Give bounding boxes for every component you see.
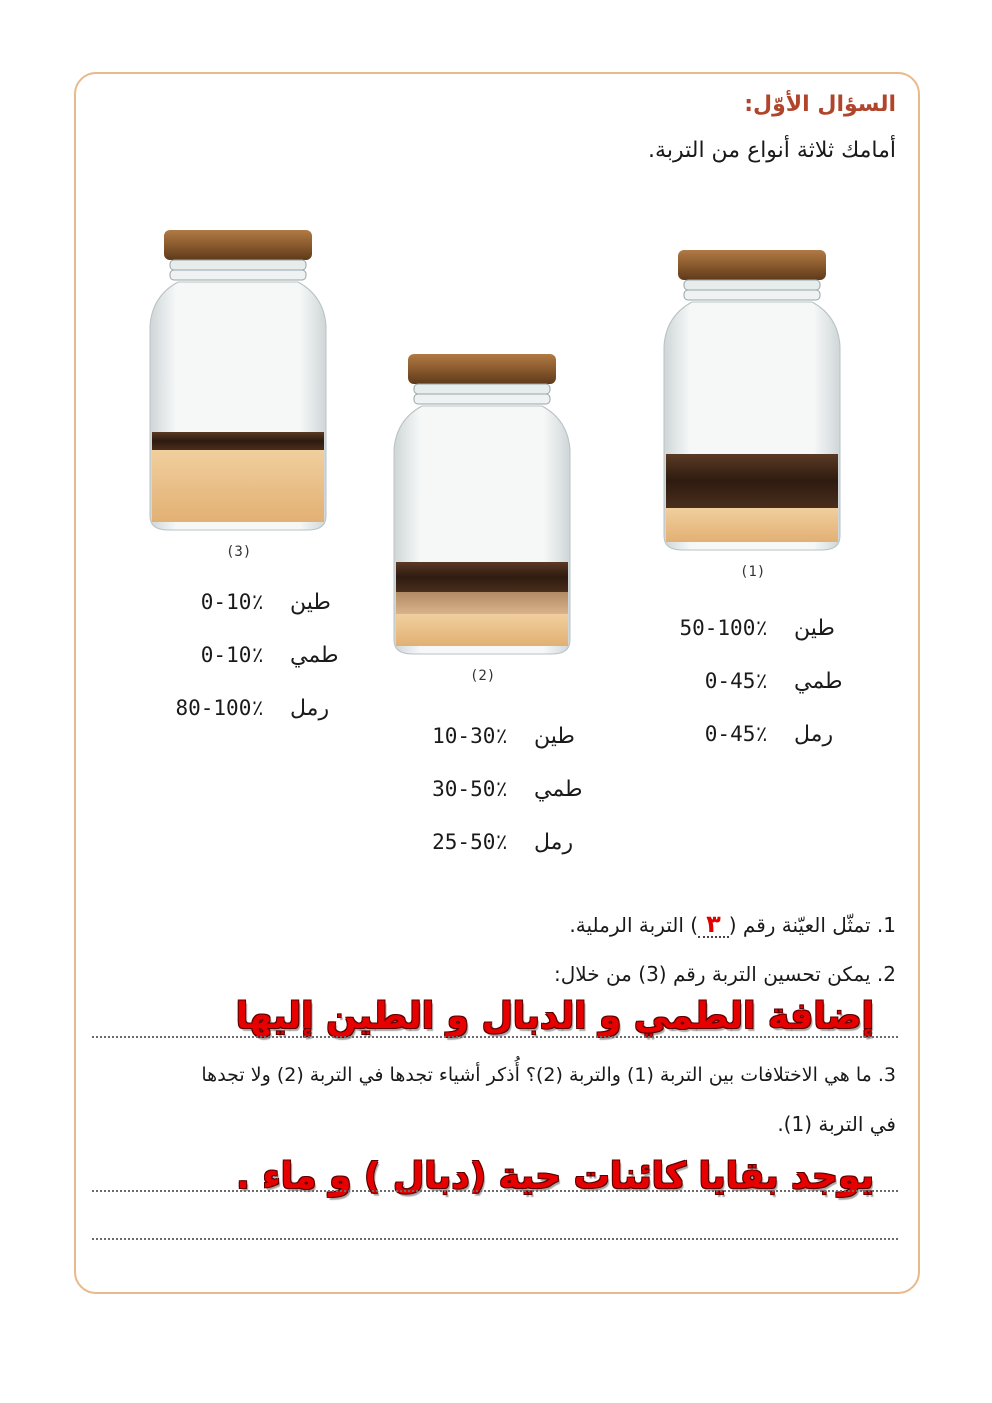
question-2-answer[interactable]: إضافة الطمي و الدبال و الطين إليها	[235, 996, 874, 1037]
silt-label: طمي	[290, 643, 339, 668]
clay-range: 10-30٪	[432, 724, 508, 748]
clay-range: 50-100٪	[679, 616, 768, 640]
question-intro: أمامك ثلاثة أنواع من التربة.	[648, 138, 896, 163]
question-1-text-start: 1. تمثّل العيّنة رقم (	[728, 913, 896, 937]
legend-row	[650, 669, 843, 722]
clay-range: 0-10٪	[200, 590, 264, 614]
question-1-answer[interactable]: ٣	[698, 912, 729, 938]
soil-jar-1	[652, 246, 852, 580]
jar-number-2: (2)	[470, 668, 496, 684]
silt-label: طمي	[534, 777, 583, 802]
legend-row	[146, 590, 339, 643]
question-3-line-1: 3. ما هي الاختلافات بين التربة (1) والتربة (2)؟ أُذكر أشياء تجدها في التربة (2) ولا تجدها	[201, 1064, 896, 1086]
legend-row	[146, 643, 339, 696]
legend-row	[390, 777, 583, 830]
soil-composition-3	[146, 590, 339, 749]
answer-line	[92, 1190, 898, 1192]
sand-range: 25-50٪	[432, 830, 508, 854]
legend-row	[650, 616, 843, 669]
question-2: 2. يمكن تحسين التربة رقم (3) من خلال:	[554, 962, 896, 986]
clay-label: طين	[794, 616, 835, 641]
sand-range: 0-45٪	[704, 722, 768, 746]
sand-range: 80-100٪	[175, 696, 264, 720]
soil-jar-3	[138, 226, 338, 560]
clay-label: طين	[534, 724, 575, 749]
clay-label: طين	[290, 590, 331, 615]
soil-jar-2	[382, 350, 582, 684]
legend-row	[390, 830, 583, 883]
question-1	[569, 912, 896, 938]
jar-number-3: (3)	[226, 544, 252, 560]
silt-range: 30-50٪	[432, 777, 508, 801]
legend-row	[390, 724, 583, 777]
question-title: السؤال الأوّل:	[744, 92, 896, 117]
jar-number-1: (1)	[740, 564, 766, 580]
sand-label: رمل	[290, 696, 330, 721]
answer-line	[92, 1036, 898, 1038]
sand-label: رمل	[534, 830, 574, 855]
question-1-text-end: ) التربة الرملية.	[569, 913, 699, 937]
soil-composition-1	[650, 616, 843, 775]
question-3-line-2: في التربة (1).	[777, 1112, 896, 1136]
question-3-answer[interactable]: يوجد بقايا كائنات حية (دبال ) و ماء .	[236, 1156, 874, 1197]
answer-line	[92, 1238, 898, 1240]
silt-label: طمي	[794, 669, 843, 694]
legend-row	[650, 722, 843, 775]
legend-row	[146, 696, 339, 749]
silt-range: 0-45٪	[704, 669, 768, 693]
sand-label: رمل	[794, 722, 834, 747]
soil-composition-2	[390, 724, 583, 883]
silt-range: 0-10٪	[200, 643, 264, 667]
